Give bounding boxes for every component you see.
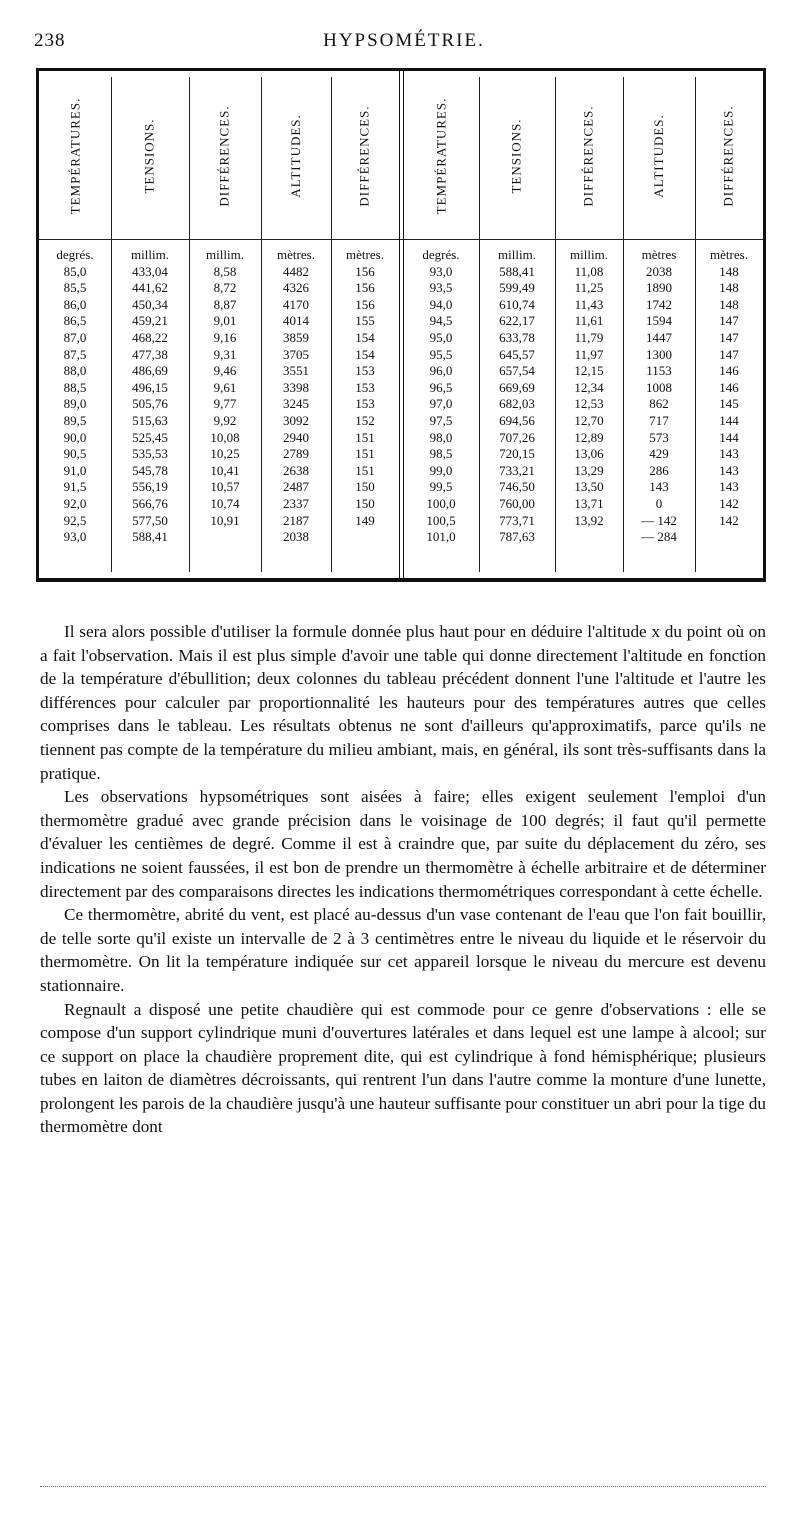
page-header <box>34 30 774 62</box>
table-cell: 2638 <box>283 462 309 478</box>
table-cell: 94,0 <box>429 296 453 312</box>
column-differences <box>555 247 623 529</box>
table-cell: 146 <box>719 379 739 395</box>
table-cell: 12,53 <box>574 396 604 412</box>
paragraph: Il sera alors possible d'utiliser la formule donnée plus haut pour en déduire l'altitude x du point où on a fait l'observation. Mais il est plus simple d'avoir une table qui donne directement l'altitude en fonction de la température d'ébullition; deux colonnes du tableau précédent donnent l'une l'altitude et l'autre les différences pour calculer par proportionnalité les hauteurs pour des températures autres que celles comprises dans le tableau. Les résultats obtenus ne sont d'ailleurs qu'approximatifs, parce qu'ils ne tiennent pas compte de la température du milieu ambiant, mais, en général, ils sont très-suffisants dans la pratique. <box>40 622 766 783</box>
table-cell: 155 <box>355 313 375 329</box>
table-cell: 3859 <box>283 329 309 345</box>
table-cell: 142 <box>719 495 739 511</box>
table-cell: 733,21 <box>499 462 535 478</box>
table-cell: 148 <box>719 296 739 312</box>
body-text <box>40 620 766 1139</box>
table-cell: 95,5 <box>429 346 453 362</box>
table-cell: 144 <box>719 412 739 428</box>
table-cell: 2487 <box>283 479 309 495</box>
table-cell: 8,58 <box>213 263 237 279</box>
header-temperatures: TEMPÉRATURES. <box>433 97 448 215</box>
column-unit: millim. <box>206 247 244 262</box>
table-cell: 11,61 <box>574 313 604 329</box>
table-cell: 143 <box>719 446 739 462</box>
table-cell: 645,57 <box>499 346 535 362</box>
table-cell: 156 <box>355 280 375 296</box>
table-cell: 433,04 <box>132 263 168 279</box>
header-differences: DIFFÉRENCES. <box>581 105 596 207</box>
table-cell: 11,25 <box>574 280 604 296</box>
table-cell: 9,31 <box>213 346 237 362</box>
table-cell: 148 <box>719 263 739 279</box>
header-differences: DIFFÉRENCES. <box>217 105 232 207</box>
table-cell: 486,69 <box>132 363 168 379</box>
table-cell: 3092 <box>283 412 309 428</box>
table-cell: 588,41 <box>132 529 168 545</box>
table-cell: 151 <box>355 446 375 462</box>
table-cell: 143 <box>649 479 669 495</box>
table-cell: 773,71 <box>499 512 535 528</box>
table-cell: 787,63 <box>499 529 535 545</box>
table-cell: 98,0 <box>429 429 453 445</box>
table-cell: 147 <box>719 346 739 362</box>
table-cell: 622,17 <box>499 313 535 329</box>
column-unit: mètres <box>641 247 677 262</box>
table-cell: 11,79 <box>574 329 604 345</box>
column-unit: mètres. <box>710 247 748 262</box>
table-cell: 101,0 <box>426 529 456 545</box>
paragraph: Ce thermomètre, abrité du vent, est placé au-dessus d'un vase contenant de l'eau que l'on fait bouillir, de telle sorte qu'il existe un intervalle de 2 à 3 centimètres entre le niveau du liquide et le réservoir du thermomètre. On lit la température indiquée sur cet appareil lorsque le niveau du mercure est devenu stationnaire. <box>40 905 766 995</box>
table-cell: 10,91 <box>210 512 240 528</box>
table-cell: 535,53 <box>132 446 168 462</box>
column-unit: millim. <box>498 247 536 262</box>
table-cell: 90,0 <box>63 429 87 445</box>
table-cell: 3398 <box>283 379 309 395</box>
table-cell: 12,15 <box>574 363 604 379</box>
header-altitudes: ALTITUDES. <box>288 114 304 198</box>
table-cell: 1008 <box>646 379 672 395</box>
table-cell: 477,38 <box>132 346 168 362</box>
table-cell: 10,57 <box>210 479 240 495</box>
table-cell: 525,45 <box>132 429 168 445</box>
table-cell: 87,5 <box>63 346 87 362</box>
table-cell: 156 <box>355 296 375 312</box>
table-cell: 92,5 <box>63 512 87 528</box>
page-number: 238 <box>34 30 66 51</box>
table-cell: 633,78 <box>499 329 535 345</box>
header-tensions: TENSIONS. <box>509 118 524 194</box>
header-temperatures: TEMPÉRATURES. <box>67 97 82 215</box>
table-cell: — 284 <box>641 529 677 545</box>
table-cell: 147 <box>719 313 739 329</box>
table-cell: 148 <box>719 280 739 296</box>
table-cell: 566,76 <box>132 495 168 511</box>
table-cell: 90,5 <box>63 446 87 462</box>
column-unit: mètres. <box>277 247 315 262</box>
table-cell: 152 <box>355 412 375 428</box>
table-cell: 151 <box>355 462 375 478</box>
table-cell: 12,70 <box>574 412 604 428</box>
table-cell: 147 <box>719 329 739 345</box>
table-cell: 1890 <box>646 280 672 296</box>
column-unit: mètres. <box>346 247 384 262</box>
table-cell: 862 <box>649 396 669 412</box>
table-cell: 2187 <box>283 512 309 528</box>
table-cell: 10,74 <box>210 495 240 511</box>
table-cell: 9,01 <box>213 313 237 329</box>
column-temperatures <box>39 247 111 546</box>
table-cell: 100,0 <box>426 495 456 511</box>
footer-dotted-rule <box>40 1486 766 1491</box>
table-cell: 144 <box>719 429 739 445</box>
table-cell: 3551 <box>283 363 309 379</box>
table-cell: 2038 <box>646 263 672 279</box>
header-altitudes: ALTITUDES. <box>651 114 667 198</box>
table-cell: 13,71 <box>574 495 604 511</box>
table-cell: 99,0 <box>429 462 453 478</box>
table-cell: 1300 <box>646 346 672 362</box>
table-cell: 150 <box>355 479 375 495</box>
table-cell: 4482 <box>283 263 309 279</box>
column-unit: degrés. <box>422 247 460 262</box>
table-cell: 13,06 <box>574 446 604 462</box>
center-double-rule <box>399 71 400 578</box>
table-cell: 10,08 <box>210 429 240 445</box>
table-cell: 95,0 <box>429 329 453 345</box>
table-cell: 153 <box>355 396 375 412</box>
table-cell: 93,0 <box>429 263 453 279</box>
header-differences: DIFFÉRENCES. <box>721 105 736 207</box>
table-cell: 149 <box>355 512 375 528</box>
column-unit: millim. <box>131 247 169 262</box>
table-cell: 156 <box>355 263 375 279</box>
boiling-point-table <box>36 68 766 582</box>
column-unit: millim. <box>570 247 608 262</box>
table-cell: 450,34 <box>132 296 168 312</box>
table-cell: 89,0 <box>63 396 87 412</box>
table-cell: 11,43 <box>574 296 604 312</box>
header-tensions: TENSIONS. <box>142 118 157 194</box>
table-cell: 91,5 <box>63 479 87 495</box>
table-cell: 2337 <box>283 495 309 511</box>
table-cell: 88,0 <box>63 363 87 379</box>
table-cell: 9,92 <box>213 412 237 428</box>
table-cell: 286 <box>649 462 669 478</box>
column-altitudes <box>261 247 331 546</box>
table-cell: 1742 <box>646 296 672 312</box>
table-cell: 1153 <box>646 363 672 379</box>
table-cell: 9,61 <box>213 379 237 395</box>
table-cell: 459,21 <box>132 313 168 329</box>
table-cell: 10,25 <box>210 446 240 462</box>
table-cell: 610,74 <box>499 296 535 312</box>
running-title: HYPSOMÉTRIE. <box>323 30 485 51</box>
table-cell: 97,0 <box>429 396 453 412</box>
table-cell: 556,19 <box>132 479 168 495</box>
column-altitudes <box>623 247 695 546</box>
table-cell: 97,5 <box>429 412 453 428</box>
table-cell: 99,5 <box>429 479 453 495</box>
table-cell: 694,56 <box>499 412 535 428</box>
table-cell: — 142 <box>641 512 677 528</box>
table-cell: 468,22 <box>132 329 168 345</box>
table-cell: 682,03 <box>499 396 535 412</box>
column-unit: degrés. <box>56 247 94 262</box>
column-differences <box>331 247 399 529</box>
table-cell: 154 <box>355 346 375 362</box>
table-cell: 89,5 <box>63 412 87 428</box>
table-cell: 154 <box>355 329 375 345</box>
table-cell: 11,08 <box>574 263 604 279</box>
header-differences: DIFFÉRENCES. <box>357 105 372 207</box>
table-cell: 145 <box>719 396 739 412</box>
table-cell: 85,0 <box>63 263 87 279</box>
table-cell: 93,0 <box>63 529 87 545</box>
table-cell: 599,49 <box>499 280 535 296</box>
table-cell: 9,46 <box>213 363 237 379</box>
paragraph: Les observations hypsométriques sont aisées à faire; elles exigent seulement l'emploi d'un thermomètre gradué avec grande précision dans le voisinage de 100 degrés; il faut qu'il permette d'évaluer les centièmes de degré. Comme il est à craindre que, par suite du déplacement du zéro, ses indications ne soient faussées, il est bon de prendre un thermomètre à échelle arbitraire et de déterminer directement par des comparaisons directes les indications thermométriques correspondant à cette échelle. <box>40 787 766 901</box>
table-cell: 13,29 <box>574 462 604 478</box>
table-cell: 760,00 <box>499 495 535 511</box>
table-cell: 143 <box>719 462 739 478</box>
table-cell: 9,16 <box>213 329 237 345</box>
table-cell: 2940 <box>283 429 309 445</box>
table-cell: 0 <box>655 495 663 511</box>
column-tensions <box>111 247 189 546</box>
table-cell: 717 <box>649 412 669 428</box>
table-cell: 153 <box>355 379 375 395</box>
table-cell: 100,5 <box>426 512 456 528</box>
table-cell: 505,76 <box>132 396 168 412</box>
table-cell: 707,26 <box>499 429 535 445</box>
table-cell: 720,15 <box>499 446 535 462</box>
table-cell: 4014 <box>283 313 309 329</box>
table-cell: 3245 <box>283 396 309 412</box>
table-cell: 96,0 <box>429 363 453 379</box>
paragraph: Regnault a disposé une petite chaudière qui est commode pour ce genre d'observations : elle se compose d'un support cylindrique muni d'ouvertures latérales et dans lequel est une lampe à alcool; sur ce support on place la chaudière proprement dite, qui est cylindrique à fond hémisphérique; plusieurs tubes en laiton de diamètres décroissants, qui rentrent l'un dans l'autre comme la monture d'une lunette, prolongent les parois de la chaudière jusqu'à une hauteur suffisante pour constituer un abri pour la tige du thermomètre dont <box>40 999 766 1137</box>
table-cell: 9,77 <box>213 396 237 412</box>
table-cell: 86,5 <box>63 313 87 329</box>
table-cell: 150 <box>355 495 375 511</box>
header-rule <box>39 239 763 240</box>
table-cell: 496,15 <box>132 379 168 395</box>
table-cell: 13,50 <box>574 479 604 495</box>
table-cell: 13,92 <box>574 512 604 528</box>
table-cell: 146 <box>719 363 739 379</box>
table-cell: 2789 <box>283 446 309 462</box>
table-cell: 573 <box>649 429 669 445</box>
table-cell: 12,34 <box>574 379 604 395</box>
table-cell: 4326 <box>283 280 309 296</box>
table-cell: 143 <box>719 479 739 495</box>
column-differences <box>189 247 261 529</box>
table-cell: 545,78 <box>132 462 168 478</box>
table-cell: 657,54 <box>499 363 535 379</box>
table-cell: 92,0 <box>63 495 87 511</box>
column-differences <box>695 247 763 529</box>
table-cell: 1447 <box>646 329 672 345</box>
table-cell: 746,50 <box>499 479 535 495</box>
table-cell: 93,5 <box>429 280 453 296</box>
table-cell: 515,63 <box>132 412 168 428</box>
table-cell: 153 <box>355 363 375 379</box>
table-cell: 8,87 <box>213 296 237 312</box>
table-cell: 669,69 <box>499 379 535 395</box>
table-cell: 96,5 <box>429 379 453 395</box>
table-cell: 2038 <box>283 529 309 545</box>
table-cell: 142 <box>719 512 739 528</box>
column-tensions <box>479 247 555 546</box>
table-cell: 577,50 <box>132 512 168 528</box>
table-cell: 8,72 <box>213 280 237 296</box>
table-cell: 10,41 <box>210 462 240 478</box>
column-temperatures <box>403 247 479 546</box>
table-cell: 11,97 <box>574 346 604 362</box>
table-cell: 441,62 <box>132 280 168 296</box>
table-cell: 87,0 <box>63 329 87 345</box>
table-cell: 12,89 <box>574 429 604 445</box>
table-cell: 98,5 <box>429 446 453 462</box>
table-cell: 588,41 <box>499 263 535 279</box>
table-cell: 88,5 <box>63 379 87 395</box>
table-cell: 1594 <box>646 313 672 329</box>
table-cell: 151 <box>355 429 375 445</box>
table-cell: 94,5 <box>429 313 453 329</box>
table-cell: 429 <box>649 446 669 462</box>
table-cell: 85,5 <box>63 280 87 296</box>
table-cell: 4170 <box>283 296 309 312</box>
table-cell: 86,0 <box>63 296 87 312</box>
table-cell: 3705 <box>283 346 309 362</box>
table-cell: 91,0 <box>63 462 87 478</box>
